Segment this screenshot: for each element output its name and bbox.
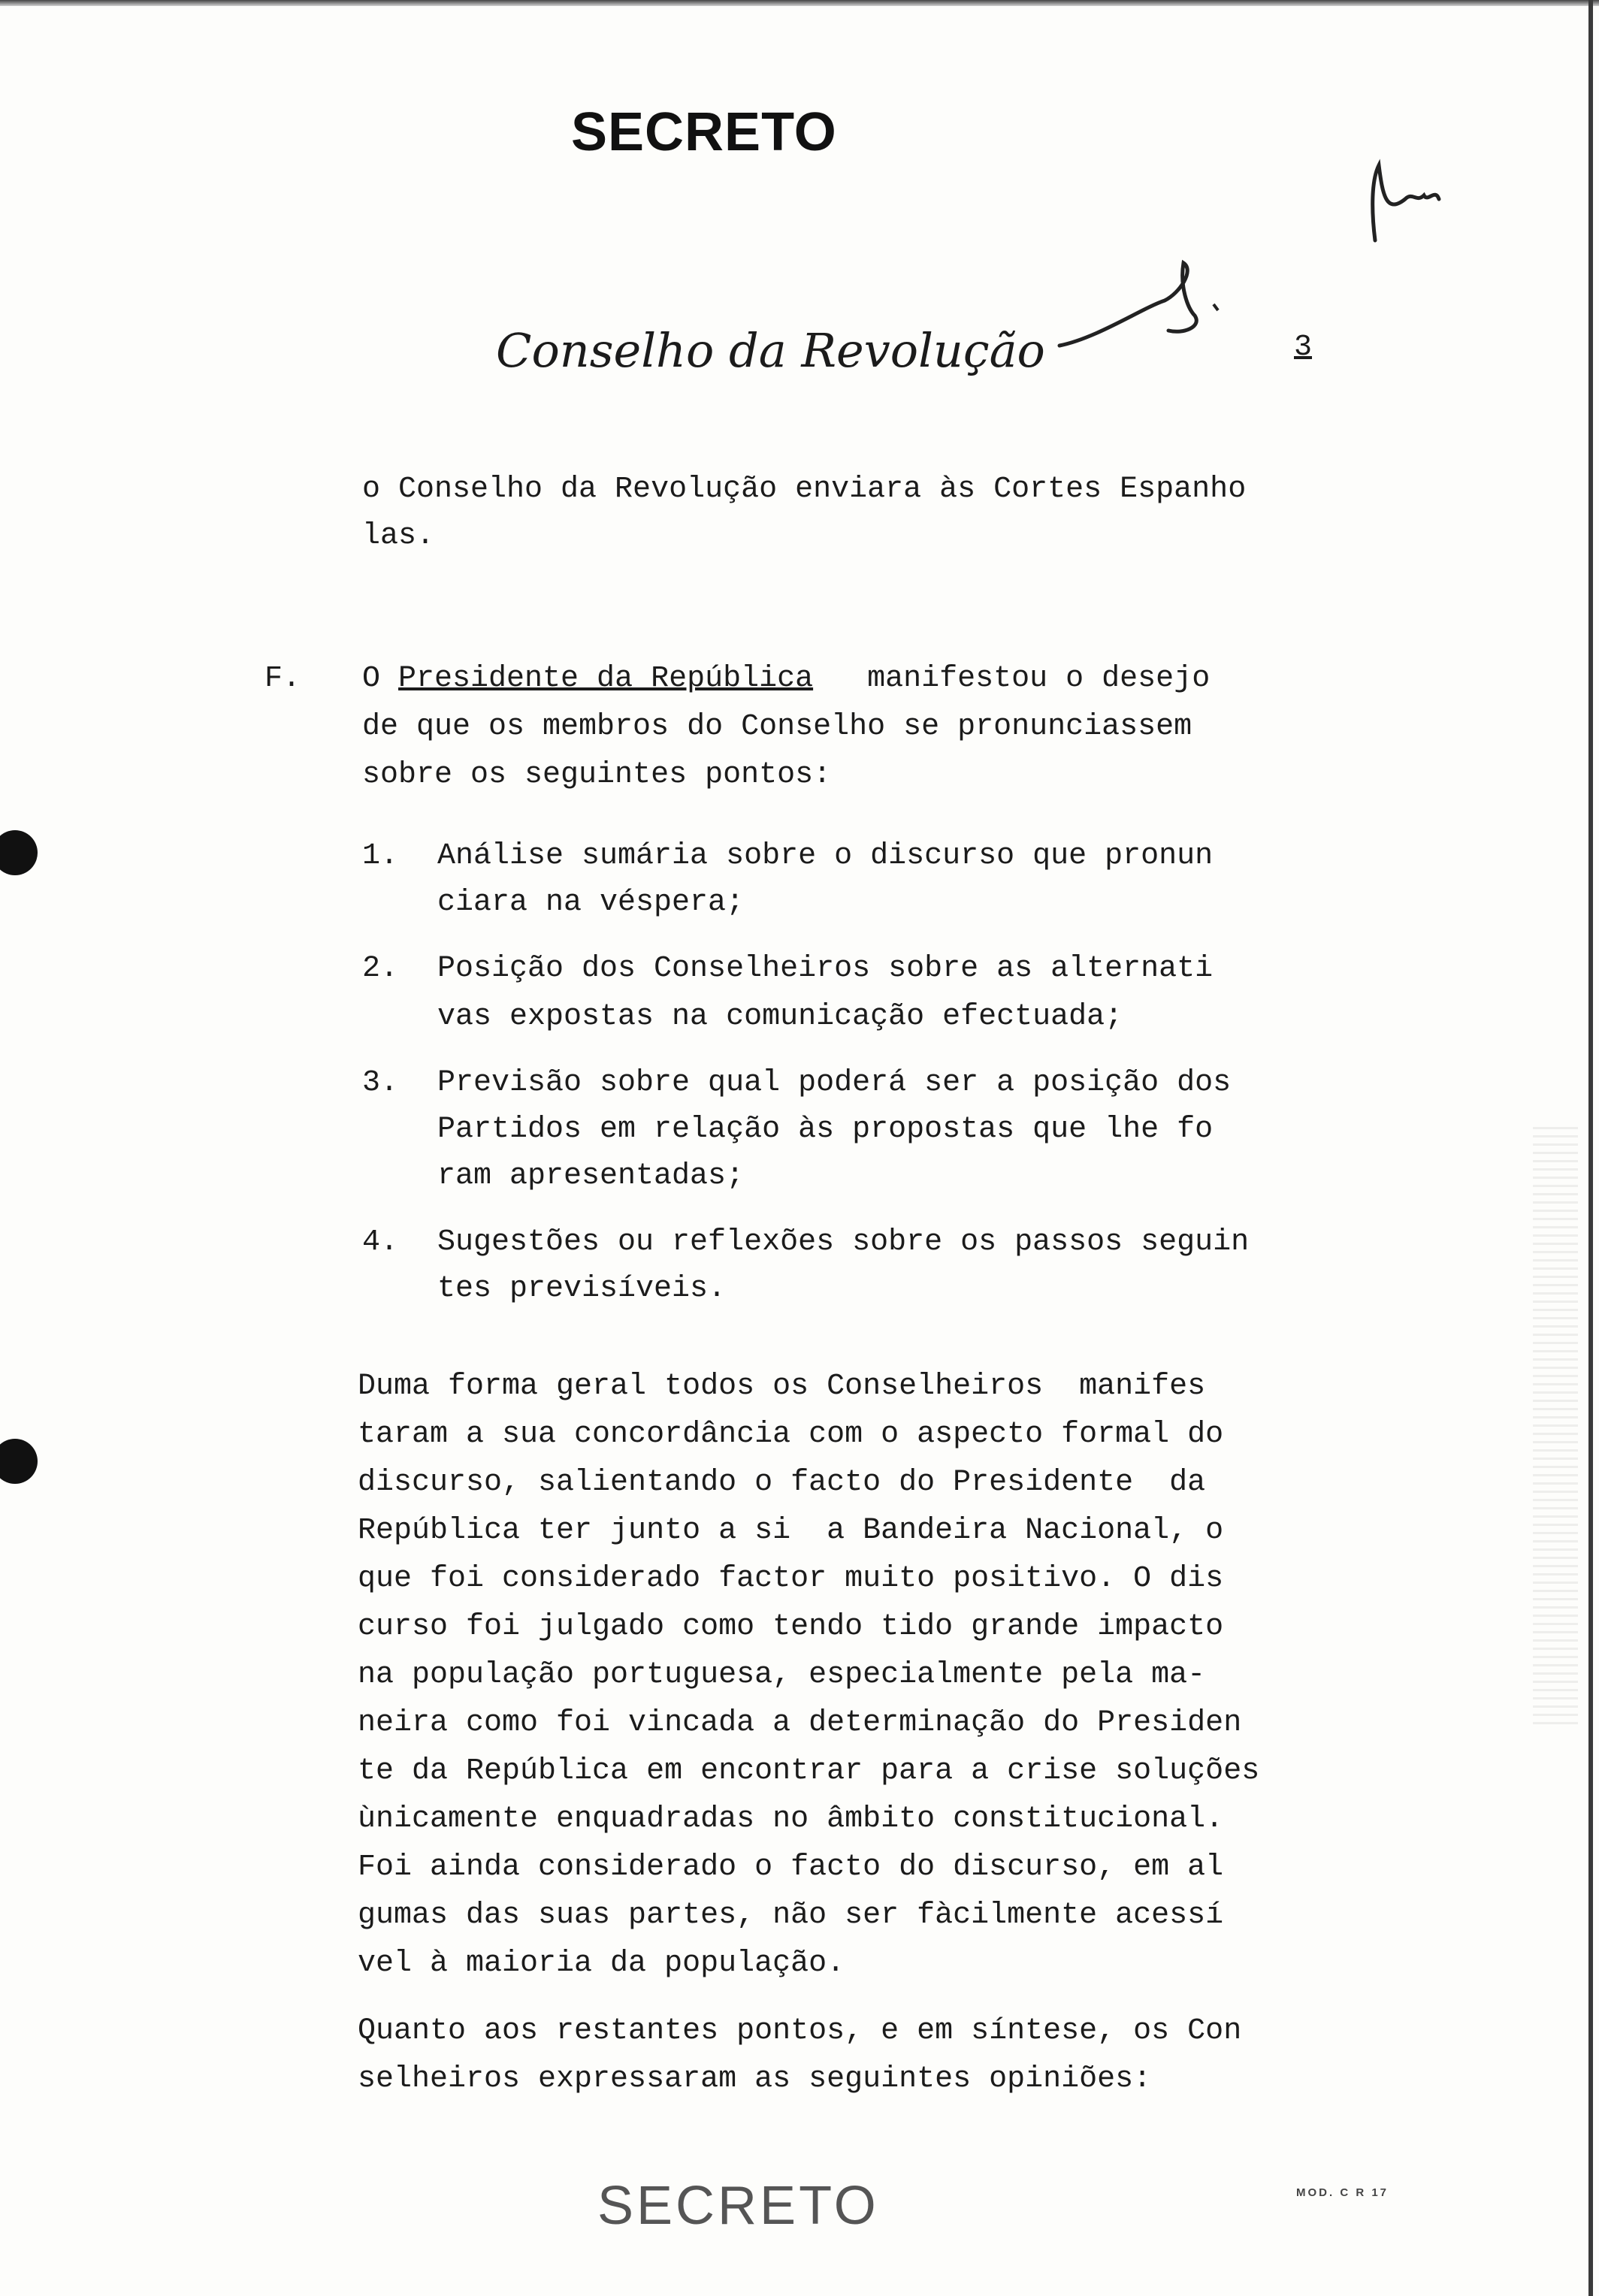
underlined-phrase: Presidente da República [398, 662, 814, 696]
handwritten-initial-mark [1052, 255, 1232, 368]
classification-stamp-bottom: SECRETO [597, 2176, 879, 2236]
text-line: Quanto aos restantes pontos, e em síntese, os Con [358, 2014, 1242, 2048]
list-item-text: Partidos em relação às propostas que lhe fo [437, 1113, 1214, 1146]
punch-hole-upper [0, 830, 38, 875]
list-item-text: ram apresentadas; [437, 1159, 745, 1193]
text-line: que foi considerado factor muito positivo. O dis [358, 1562, 1224, 1596]
page-right-edge [1588, 0, 1593, 2296]
list-item-text: Sugestões ou reflexões sobre os passos seguin [437, 1225, 1250, 1259]
text-line: o Conselho da Revolução enviara às Cortes Espanho [362, 473, 1247, 506]
page-top-edge [0, 0, 1599, 6]
text-line: na população portuguesa, especialmente pela ma- [358, 1658, 1206, 1692]
list-item-text: Posição dos Conselheiros sobre as alternati [437, 952, 1214, 986]
list-number: 4. [362, 1225, 399, 1259]
text-line: taram a sua concordância com o aspecto formal do [358, 1418, 1224, 1452]
punch-hole-lower [0, 1439, 38, 1484]
text-line: neira como foi vincada a determinação do Presiden [358, 1706, 1242, 1740]
handwritten-corner-mark [1360, 150, 1450, 248]
text-line: sobre os seguintes pontos: [362, 758, 832, 792]
text-line: te da República em encontrar para a crise soluções [358, 1754, 1260, 1788]
text-line: selheiros expressaram as seguintes opiniões: [358, 2062, 1152, 2096]
section-marker: F. [264, 662, 301, 696]
text-line: O Presidente da República manifestou o desejo [362, 662, 1211, 696]
scan-noise [1533, 1127, 1578, 1728]
text-line: República ter junto a si a Bandeira Nacional, o [358, 1514, 1224, 1548]
text-line: discurso, salientando o facto do Presidente da [358, 1466, 1206, 1500]
letterhead: Conselho da Revolução [496, 323, 1045, 378]
list-item-text: tes previsíveis. [437, 1272, 727, 1306]
classification-stamp-top: SECRETO [571, 102, 837, 162]
text-line: curso foi julgado como tendo tido grande impacto [358, 1610, 1224, 1644]
list-number: 2. [362, 952, 399, 986]
page-number: 3 [1294, 331, 1313, 364]
list-item-text: vas expostas na comunicação efectuada; [437, 1000, 1123, 1034]
list-item-text: Análise sumária sobre o discurso que pronun [437, 839, 1214, 873]
list-number: 1. [362, 839, 399, 873]
list-number: 3. [362, 1066, 399, 1100]
text-line: las. [362, 519, 435, 553]
list-item-text: ciara na véspera; [437, 886, 745, 920]
text-line: vel à maioria da população. [358, 1947, 845, 1980]
text-line: Duma forma geral todos os Conselheiros manifes [358, 1370, 1206, 1403]
list-item-text: Previsão sobre qual poderá ser a posição dos [437, 1066, 1232, 1100]
form-code: MOD. C R 17 [1296, 2186, 1389, 2199]
text-line: gumas das suas partes, não ser fàcilmente acessí [358, 1899, 1224, 1932]
text-line: Foi ainda considerado o facto do discurso, em al [358, 1850, 1224, 1884]
text-line: de que os membros do Conselho se pronunciassem [362, 710, 1192, 744]
text-line: ùnicamente enquadradas no âmbito constitucional. [358, 1802, 1224, 1836]
